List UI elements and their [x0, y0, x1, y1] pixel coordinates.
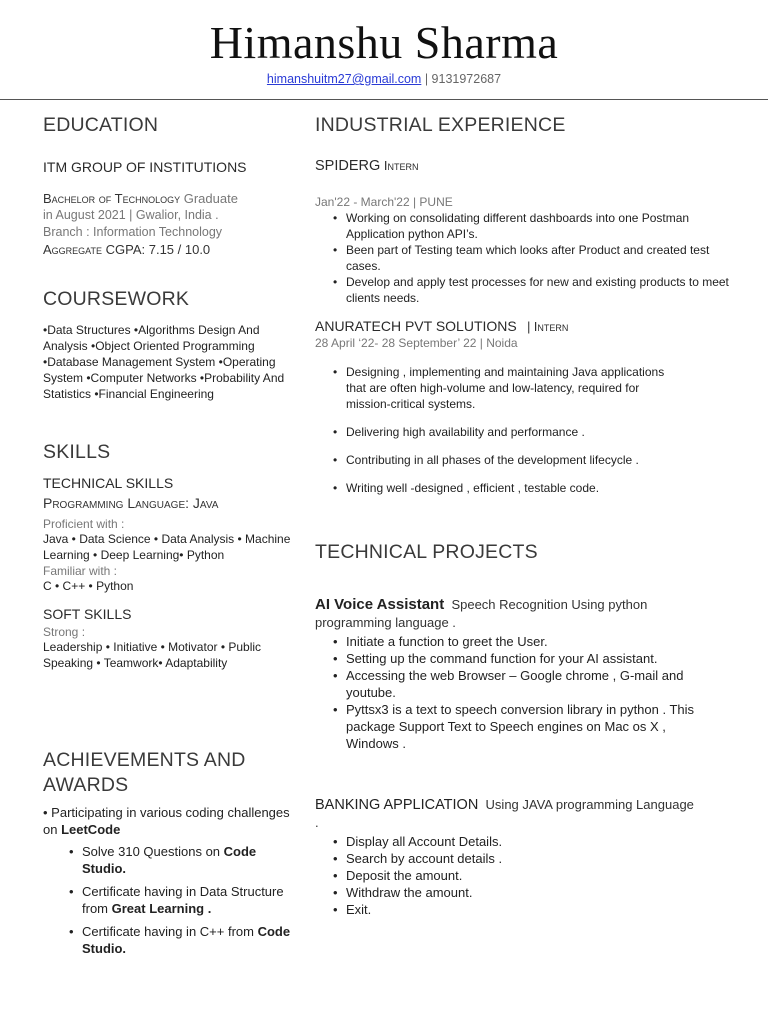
header-divider: [0, 99, 768, 100]
job2-role: | Intern: [516, 320, 569, 334]
project2-bullets: [346, 833, 706, 918]
project2-header: [315, 796, 698, 832]
resume-name: Himanshu Sharma: [209, 17, 559, 68]
achievements-heading: [43, 748, 246, 798]
proficient-label: Proficient with :: [43, 517, 125, 531]
coursework-heading: COURSEWORK: [43, 288, 190, 310]
project2-title: BANKING APPLICATION: [315, 797, 479, 813]
education-heading: EDUCATION: [43, 114, 159, 136]
project1-bullet: • Initiate a function to greet the User.: [346, 633, 708, 650]
contact-line: [0, 72, 768, 86]
job2-company: ANURATECH PVT SOLUTIONS: [315, 318, 517, 334]
achievement-text: Solve 310 Questions on: [82, 844, 224, 859]
programming-language: Programming Language: Java: [43, 495, 219, 511]
project2-subtitle: Using JAVA programming Language .: [315, 797, 698, 830]
project1-title: AI Voice Assistant: [315, 596, 445, 613]
proficient-skills: Java • Data Science • Data Analysis • Machine Learning • Deep Learning• Python: [43, 532, 291, 562]
project1-bullet: • Setting up the command function for your AI assistant.: [346, 650, 708, 667]
achievement-item: [82, 923, 300, 957]
projects-heading: TECHNICAL PROJECTS: [315, 541, 538, 563]
education-degree-suffix: Graduate: [180, 191, 238, 206]
technical-skills-heading: TECHNICAL SKILLS: [43, 475, 174, 491]
job2-title: [315, 318, 568, 334]
skills-heading: SKILLS: [43, 441, 111, 463]
project1-bullets: [346, 633, 708, 752]
education-aggregate-label: Aggregate: [43, 242, 103, 257]
soft-skills-list: Leadership • Initiative • Motivator • Public Speaking • Teamwork• Adaptability: [43, 640, 262, 670]
achievement-text: Certificate having in Data Structure from: [82, 884, 284, 916]
phone-number: 9131972687: [431, 72, 502, 86]
job1-role: Intern: [380, 158, 419, 173]
education-date-location: in August 2021 | Gwalior, India .: [43, 208, 219, 222]
achievement-bold: Code Studio.: [82, 844, 257, 876]
job2-bullet: • Writing well -designed , efficient , testable code.: [346, 480, 676, 496]
job1-bullets: [346, 210, 738, 306]
job2-bullet: • Delivering high availability and performance .: [346, 424, 676, 440]
leetcode-label: LeetCode: [61, 822, 121, 837]
project2-bullet: • Search by account details .: [346, 850, 706, 867]
job1-bullet: • Develop and apply test processes for new and existing products to meet clients needs.: [346, 274, 738, 306]
job2-bullet: • Designing , implementing and maintaining Java applications that are often high-volume and low-latency, required for mission-critical systems.: [346, 364, 676, 412]
coursework-text: •Data Structures •Algorithms Design And Analysis •Object Oriented Programming •Database Management System •Operating System •Computer Networks •Probability And Statistics •Financial Engineering: [43, 323, 285, 401]
project2-bullet: • Deposit the amount.: [346, 867, 706, 884]
achievement-text: Certificate having in C++ from: [82, 924, 258, 939]
education-aggregate-value: CGPA: 7.15 / 10.0: [102, 242, 211, 257]
project1-subtitle: Speech Recognition Using python programming language .: [315, 597, 651, 630]
project1-header: [315, 596, 705, 632]
job1-bullet: • Working on consolidating different dashboards into one Postman Application python API’s.: [346, 210, 738, 242]
achievement-item: [82, 883, 300, 917]
achievements-heading-line2: AWARDS: [43, 774, 129, 796]
job1-date: Jan'22 - March'22 | PUNE: [315, 195, 453, 209]
project2-bullet: • Exit.: [346, 901, 706, 918]
achievements-heading-line1: ACHIEVEMENTS AND: [43, 749, 246, 771]
project2-bullet: • Display all Account Details.: [346, 833, 706, 850]
job1-title: [315, 158, 419, 174]
achievements-intro-text: • Participating in various coding challenges on: [43, 805, 290, 837]
strong-label: Strong :: [43, 625, 86, 639]
project1-bullet: • Pyttsx3 is a text to speech conversion library in python . This package Support Text to Speech engines on Mac os X , Windows .: [346, 701, 708, 752]
job2-bullets: [346, 364, 676, 496]
education-degree: Bachelor of Technology: [43, 191, 181, 206]
experience-heading: INDUSTRIAL EXPERIENCE: [315, 114, 566, 136]
project2-bullet: • Withdraw the amount.: [346, 884, 706, 901]
achievement-bold: Great Learning .: [111, 901, 212, 916]
education-branch: Branch : Information Technology: [43, 225, 223, 239]
soft-skills-heading: SOFT SKILLS: [43, 606, 132, 622]
achievement-item: [82, 843, 300, 877]
project1-bullet: • Accessing the web Browser – Google chrome , G-mail and youtube.: [346, 667, 708, 701]
familiar-label: Familiar with :: [43, 564, 118, 578]
familiar-skills: C • C++ • Python: [43, 579, 134, 593]
contact-separator: |: [421, 72, 432, 86]
achievements-list: [82, 843, 300, 957]
education-institution: ITM GROUP OF INSTITUTIONS: [43, 159, 247, 175]
job2-bullet: • Contributing in all phases of the development lifecycle .: [346, 452, 676, 468]
job1-bullet: • Been part of Testing team which looks after Product and created test cases.: [346, 242, 738, 274]
job2-date: 28 April ‘22- 28 September’ 22 | Noida: [315, 336, 518, 350]
achievements-intro: [43, 804, 293, 838]
email-link[interactable]: himanshuitm27@gmail.com: [266, 72, 422, 86]
education-details: [43, 190, 293, 258]
achievement-bold: Code Studio.: [82, 924, 291, 956]
job1-company: SPIDERG: [315, 158, 381, 174]
